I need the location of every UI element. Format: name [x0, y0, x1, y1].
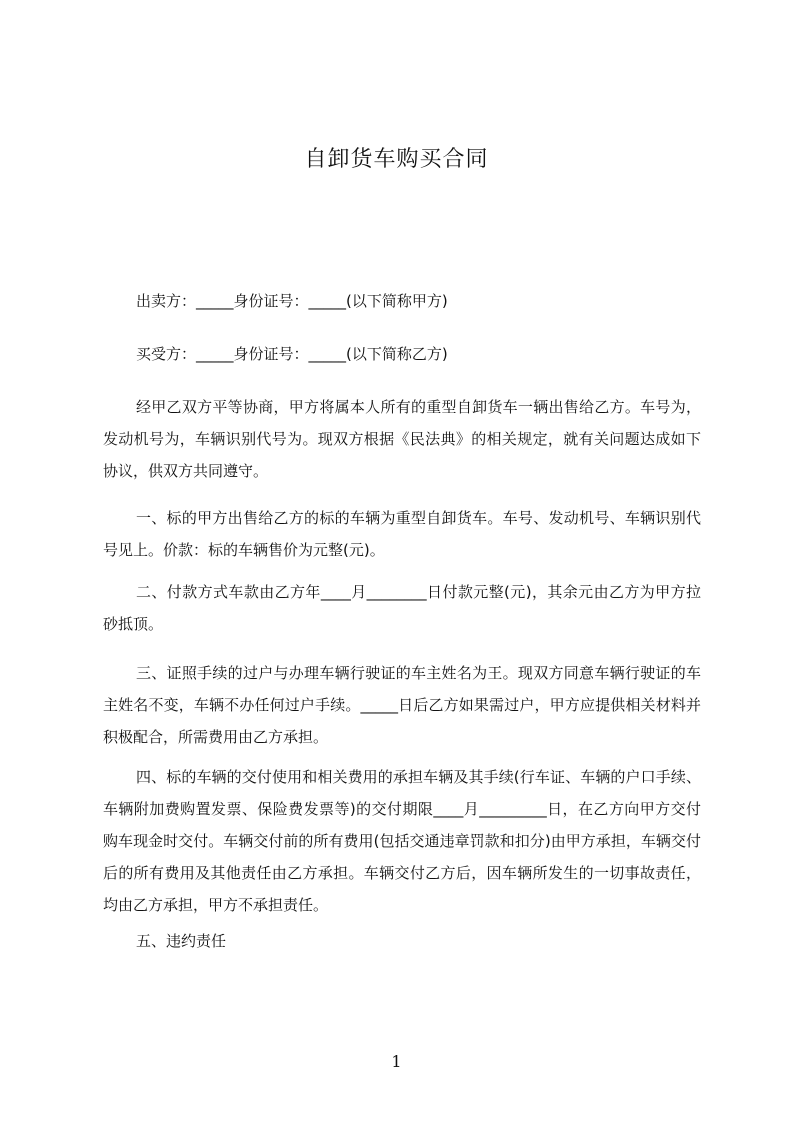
clause-5-liability-heading: 五、违约责任: [136, 932, 227, 950]
clause-1-subject: 一、标的甲方出售给乙方的标的车辆为重型自卸货车。车号、发动机号、车辆识别代号见上。价款：标的车辆售价为元整(元)。: [103, 509, 701, 559]
page-number: 1: [391, 1052, 402, 1071]
intro-paragraph: 经甲乙双方平等协商，甲方将属本人所有的重型自卸货车一辆出售给乙方。车号为，发动机号为，车辆识别代号为。现双方根据《民法典》的相关规定，就有关问题达成如下协议，供双方共同遵守。: [103, 398, 701, 480]
buyer-line: 买受方：_____身份证号：_____(以下简称乙方): [136, 345, 448, 363]
clause-3-transfer: 三、证照手续的过户与办理车辆行驶证的车主姓名为王。现双方同意车辆行驶证的车主姓名不变，车辆不办任何过户手续。_____日后乙方如果需过户，甲方应提供相关材料并积极配合，所需费用由乙方承担。: [103, 664, 701, 746]
contract-title: 自卸货车购买合同: [304, 147, 489, 172]
clause-4-delivery: 四、标的车辆的交付使用和相关费用的承担车辆及其手续(行车证、车辆的户口手续、车辆附加费购置发票、保险费发票等)的交付期限____月_________日，在乙方向甲方交付购车现金时交付。车辆交付前的所有费用(包括交通违章罚款和扣分)由甲方承担，车辆交付后的所有费用及其他责任由乙方承担。车辆交付乙方后，因车辆所发生的一切事故责任，均由乙方承担，甲方不承担责任。: [103, 768, 701, 914]
seller-line: 出卖方：_____身份证号：_____(以下简称甲方): [136, 292, 448, 310]
clause-2-payment: 二、付款方式车款由乙方年____月________日付款元整(元)，其余元由乙方为甲方拉砂抵顶。: [103, 583, 701, 633]
